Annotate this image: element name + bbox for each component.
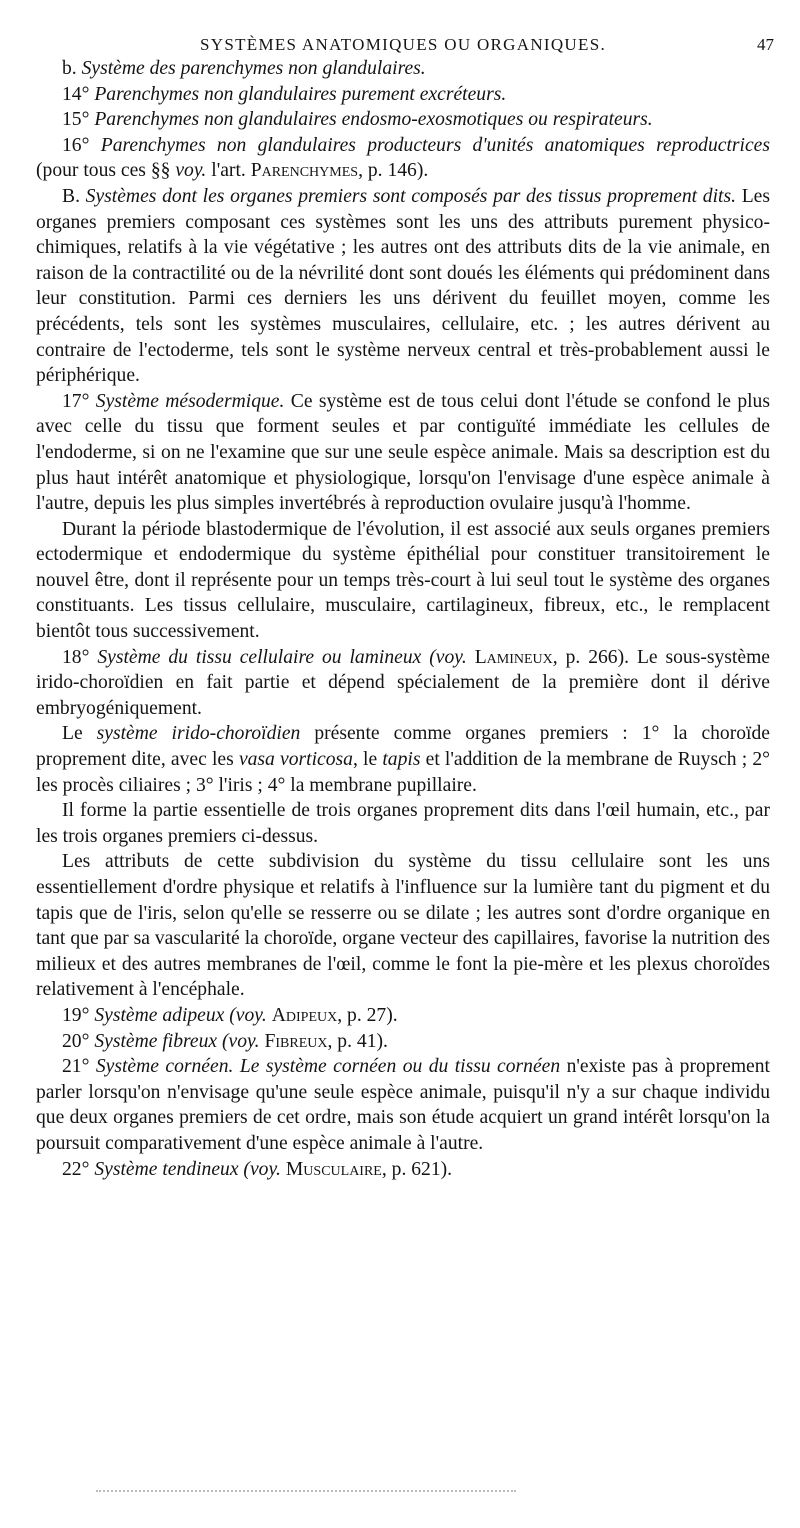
- body-text: Durant la période blastodermique de l'évolution, il est associé aux seuls organes premiers ectodermique et endodermique du système épithélial pour constituer transitoirement le nouvel être, dont il représente pour un temps très-court à lui seul tout le système des organes constituants. Les tissus cellulaire, musculaire, cartilagineux, fibreux, etc., le remplacent bientôt tous successivement.: [36, 518, 770, 643]
- paragraph-forme: [36, 798, 770, 849]
- item-number: 18°: [62, 646, 90, 668]
- footer-dotted-rule: [96, 1490, 516, 1492]
- cross-reference: Musculaire: [285, 1158, 382, 1180]
- voy-abbrev: (voy.: [222, 1030, 260, 1052]
- paragraph-B: [36, 184, 770, 389]
- body-text: présente comme organes premiers : 1° la choroïde proprement dite, avec les: [36, 723, 770, 771]
- page-reference: , p. 27).: [337, 1004, 398, 1026]
- running-header: [36, 26, 774, 56]
- cross-reference: Adipeux: [271, 1004, 338, 1026]
- italic-phrase: Le système cornéen ou du tissu cornéen: [239, 1056, 561, 1078]
- page-number: 47: [757, 35, 774, 54]
- item-title: Système mésodermique.: [95, 390, 285, 412]
- item-title: Système fibreux: [94, 1030, 218, 1052]
- term: tapis: [382, 749, 421, 771]
- paragraph-14: [36, 82, 770, 108]
- item-title: Système tendineux: [94, 1158, 239, 1180]
- body-text: n'existe pas à proprement parler lorsqu'on n'envisage qu'une seule espèce animale, puisqu'il n'y a sur chaque individu que deux organes premiers de cet ordre, mais son étude acquiert un grand intérêt lorsqu'on la poursuit comparativement d'une espèce animale à l'autre.: [36, 1056, 770, 1154]
- paragraph-15: [36, 107, 770, 133]
- voy-abbrev: (voy.: [229, 1004, 267, 1026]
- item-title: Parenchymes non glandulaires producteurs d'unités anatomiques reproductrices: [100, 134, 770, 156]
- paragraph-irido: [36, 721, 770, 798]
- paragraph-attributs: [36, 849, 770, 1003]
- item-title: Parenchymes non glandulaires purement excréteurs.: [94, 83, 507, 105]
- body-text: Il forme la partie essentielle de trois organes proprement dits dans l'œil humain, etc., par les trois organes premiers ci-dessus.: [36, 800, 770, 847]
- cross-reference: Lamineux: [474, 646, 553, 668]
- body-text: Le: [62, 723, 83, 745]
- body-text: Ce système est de tous celui dont l'étude se confond le plus avec celle du tissu que forment seules et par contiguïté immédiate les cellules de l'endoderme, si on ne l'examine que sur une seule espèce animale. Mais sa description est du plus haut intérêt anatomique et physiologique, lorsqu'on l'envisage d'une espèce animale à l'autre, depuis les plus simples invertébrés à reproduction ovulaire jusqu'à l'homme.: [36, 390, 770, 515]
- paragraph-20: [36, 1029, 770, 1055]
- page: [36, 26, 774, 1182]
- section-mark: B.: [62, 185, 80, 207]
- paragraph-22: [36, 1157, 770, 1183]
- voy-abbrev: (voy.: [429, 646, 467, 668]
- item-title: Système du tissu cellulaire ou lamineux: [97, 646, 422, 668]
- item-number: 22°: [62, 1158, 90, 1180]
- page-reference: , p. 266).: [552, 646, 630, 668]
- paragraph-16: [36, 133, 770, 184]
- cross-reference: Parenchymes: [250, 160, 359, 182]
- item-number: 17°: [62, 390, 90, 412]
- body-text: et l'addition de la membrane de Ruysch ; 2° les procès ciliaires ; 3° l'iris ; 4° la membrane pupillaire.: [36, 749, 770, 796]
- section-mark: b.: [62, 58, 77, 79]
- running-head: SYSTÈMES ANATOMIQUES OU ORGANIQUES.: [200, 35, 606, 54]
- paragraph-blastoderm: [36, 517, 770, 645]
- item-number: 19°: [62, 1004, 90, 1026]
- body-text: , le: [352, 749, 378, 771]
- section-title: Système des parenchymes non glandulaires.: [81, 58, 426, 79]
- term: vasa vorticosa: [238, 749, 353, 771]
- paragraph-19: [36, 1003, 770, 1029]
- article-word: l'art.: [211, 160, 246, 182]
- page-reference: , p. 41).: [327, 1030, 388, 1052]
- cross-reference: Fibreux: [264, 1030, 328, 1052]
- paragraph-21: [36, 1054, 770, 1156]
- paragraph-17: [36, 389, 770, 517]
- item-title: Parenchymes non glandulaires endosmo-exosmotiques ou respirateurs.: [94, 109, 653, 131]
- item-number: 16°: [62, 134, 90, 156]
- body-text: Les organes premiers composant ces systèmes sont les uns des attributs purement physico-chimiques, relatifs à la vie végétative ; les autres ont des attributs dits de la vie animale, en raison de la contractilité ou de la névrilité dont sont doués les éléments qui prédominent dans leur constitution. Parmi ces derniers les uns dérivent du feuillet moyen, comme les précédents, tels sont les systèmes musculaires, cellulaire, etc. ; les autres dérivent au contraire de l'ectoderme, tels sont le système nerveux central et très-probablement aussi le périphérique.: [36, 185, 770, 387]
- section-title: Systèmes dont les organes premiers sont composés par des tissus proprement dits.: [85, 185, 736, 207]
- paragraph-18: [36, 645, 770, 722]
- item-number: 21°: [62, 1056, 90, 1078]
- term: système irido-choroïdien: [96, 723, 301, 745]
- item-number: 15°: [62, 109, 90, 131]
- item-number: 14°: [62, 83, 90, 105]
- body-text: Le sous-système irido-choroïdien en fait partie et dépend spécialement de la première dont il dérive embryogéniquement.: [36, 646, 771, 719]
- voy-abbrev: (voy.: [243, 1158, 281, 1180]
- item-title: Système cornéen.: [95, 1056, 234, 1078]
- page-reference: , p. 621).: [381, 1158, 453, 1180]
- paragraph-b: [36, 56, 770, 82]
- item-note: (pour tous ces §§: [36, 160, 171, 182]
- item-title: Système adipeux: [94, 1004, 225, 1026]
- body-text: Les attributs de cette subdivision du système du tissu cellulaire sont les uns essentiellement d'ordre physique et relatifs à l'influence sur la lumière tant du pigment et du tapis que de l'iris, selon qu'elle se resserre ou se dilate ; les autres sont d'ordre organique en tant que par sa vascularité la choroïde, organe vecteur des capillaires, favorise la nutrition des milieux et des autres membranes de l'œil, comme le font la pie-mère et les plexus choroïdes relativement à l'encéphale.: [36, 851, 770, 1001]
- voy-abbrev: voy.: [175, 160, 207, 182]
- item-number: 20°: [62, 1030, 90, 1052]
- page-reference: , p. 146).: [358, 160, 429, 182]
